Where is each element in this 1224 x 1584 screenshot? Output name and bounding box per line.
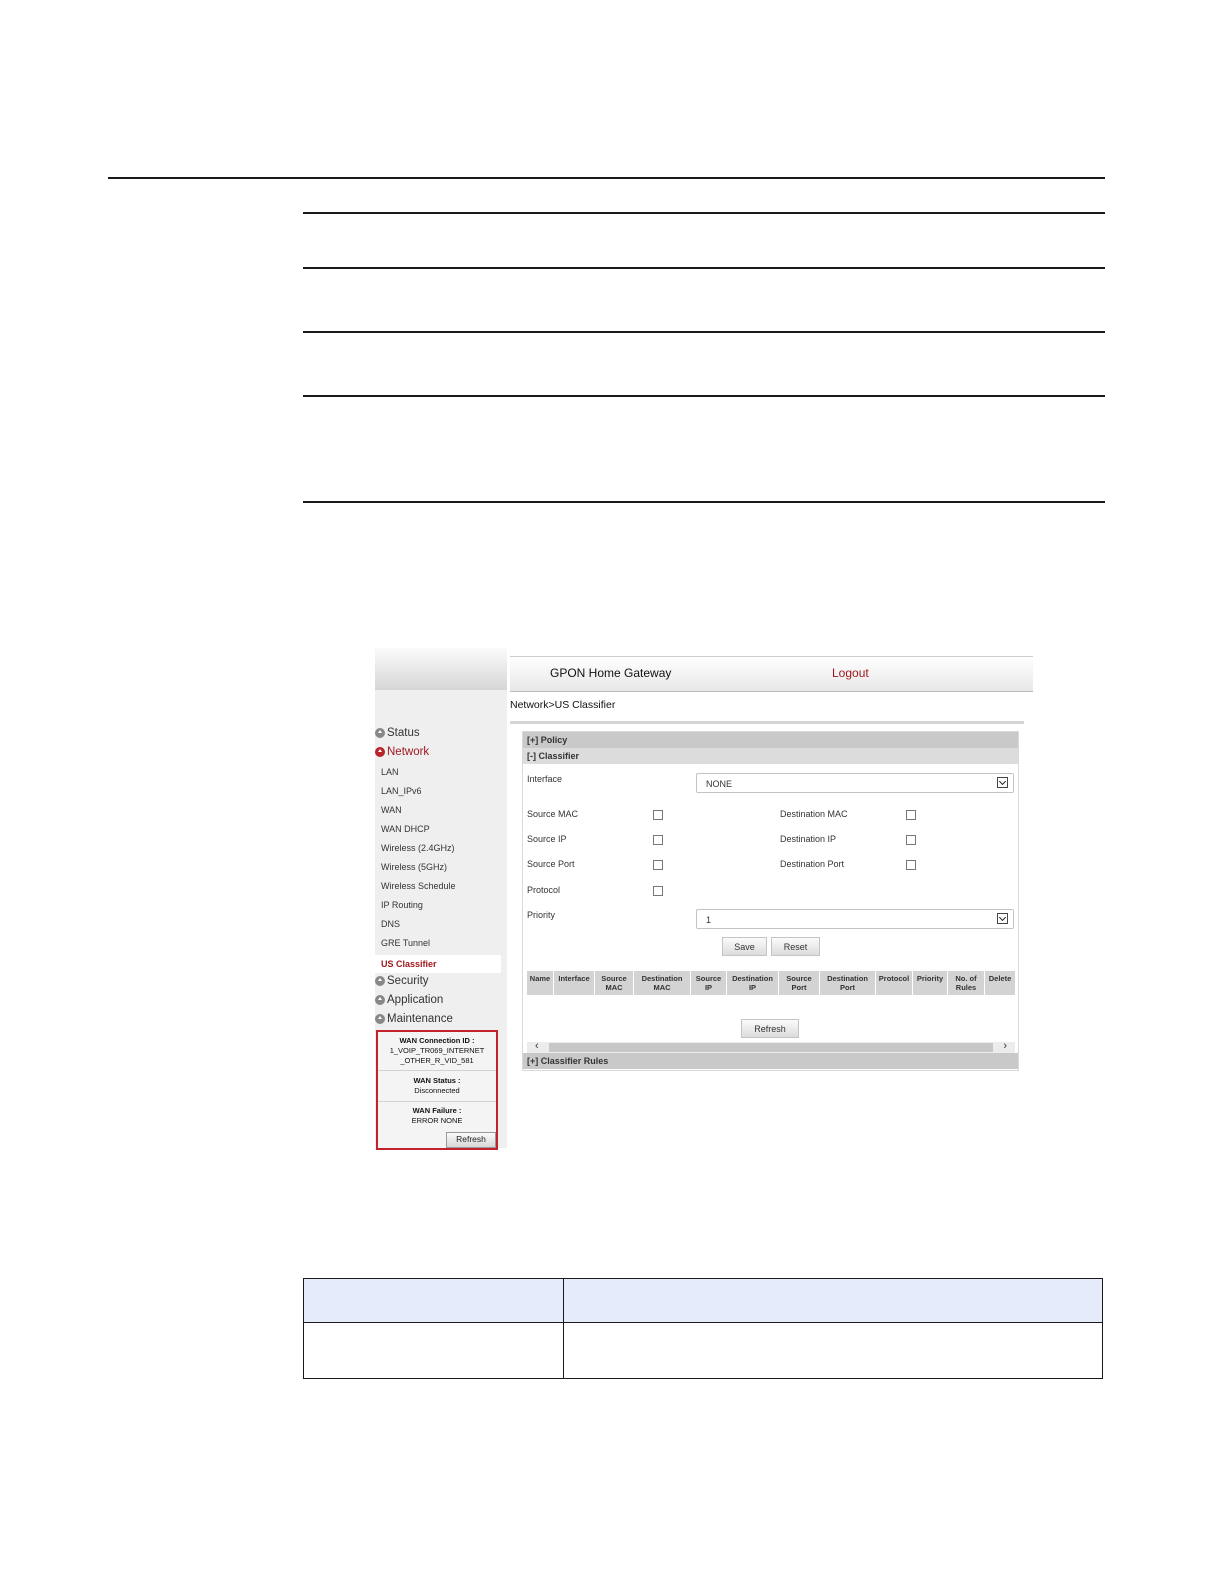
rules-table-header (527, 971, 1015, 995)
scroll-right-icon[interactable]: › (1003, 1040, 1007, 1052)
col-dest-ip: Destination IP (727, 971, 779, 995)
table-rule-4 (303, 395, 1105, 397)
table-border (1102, 1278, 1103, 1379)
horizontal-scrollbar[interactable] (527, 1042, 1015, 1053)
classifier-section-toggle[interactable]: [-] Classifier (523, 748, 1018, 764)
nav-network[interactable]: Network (375, 743, 429, 761)
dest-ip-checkbox[interactable] (906, 835, 916, 845)
nav-item-wireless-5[interactable]: Wireless (5GHz) (381, 862, 448, 872)
refresh-button[interactable]: Refresh (741, 1019, 799, 1038)
wan-failure-value: ERROR NONE (411, 1116, 463, 1125)
policy-section-toggle[interactable]: [+] Policy (523, 732, 1018, 748)
col-rules: No. of Rules (948, 971, 985, 995)
source-ip-checkbox[interactable] (653, 835, 663, 845)
wan-failure-label: WAN Failure : (412, 1106, 462, 1115)
nav-application[interactable]: Application (375, 991, 443, 1009)
nav-item-wireless-24[interactable]: Wireless (2.4GHz) (381, 843, 455, 853)
source-mac-label: Source MAC (527, 809, 579, 819)
classifier-rules-toggle[interactable]: [+] Classifier Rules (523, 1053, 1018, 1069)
scrollbar-thumb[interactable] (549, 1043, 993, 1052)
source-port-checkbox[interactable] (653, 860, 663, 870)
reset-button[interactable]: Reset (771, 937, 820, 956)
col-delete: Delete (988, 974, 1012, 983)
table-rule-5 (303, 501, 1105, 503)
nav-item-wireless-schedule[interactable]: Wireless Schedule (381, 881, 456, 891)
breadcrumb-divider (510, 721, 1024, 724)
col-interface: Interface (554, 971, 595, 995)
nav-item-lan-ipv6[interactable]: LAN_IPv6 (381, 786, 422, 796)
expand-icon (375, 728, 385, 738)
dest-ip-label: Destination IP (780, 834, 837, 844)
wan-status-value: Disconnected (414, 1086, 460, 1095)
chevron-down-icon (997, 913, 1008, 924)
collapse-icon (375, 747, 385, 757)
table-rule-2 (303, 267, 1105, 269)
priority-select[interactable] (696, 909, 1014, 929)
divider (378, 1070, 496, 1071)
col-source-port: Source Port (779, 971, 820, 995)
nav-maintenance[interactable]: Maintenance (375, 1010, 453, 1028)
source-port-label: Source Port (527, 859, 575, 869)
interface-select[interactable] (696, 773, 1014, 793)
dest-mac-checkbox[interactable] (906, 810, 916, 820)
protocol-label: Protocol (527, 885, 561, 895)
wan-connection-label: WAN Connection ID : (399, 1036, 475, 1045)
col-source-ip: Source IP (691, 971, 727, 995)
col-dest-mac: Destination MAC (634, 971, 691, 995)
app-title: GPON Home Gateway (550, 666, 672, 680)
table-border (303, 1322, 1103, 1323)
sidebar-header (375, 648, 507, 690)
interface-label: Interface (527, 774, 563, 784)
nav-item-dns[interactable]: DNS (381, 919, 401, 929)
col-protocol: Protocol (876, 971, 913, 995)
expand-icon (375, 976, 385, 986)
parameter-table-header (303, 1278, 1103, 1322)
wan-connection-value-2: _OTHER_R_VID_581 (400, 1056, 474, 1065)
table-rule-3 (303, 331, 1105, 333)
top-bar (510, 656, 1033, 692)
nav-item-gre-tunnel[interactable]: GRE Tunnel (381, 938, 431, 948)
classifier-panel (522, 731, 1019, 1071)
nav-item-ip-routing[interactable]: IP Routing (381, 900, 423, 910)
chevron-down-icon (997, 777, 1008, 788)
protocol-checkbox[interactable] (653, 886, 663, 896)
wan-refresh-button[interactable]: Refresh (446, 1132, 496, 1148)
table-border (303, 1278, 304, 1379)
scroll-left-icon[interactable]: ‹ (535, 1040, 539, 1052)
nav-item-wan[interactable]: WAN (381, 805, 402, 815)
table-rule-1 (303, 212, 1105, 214)
interface-value: NONE (706, 779, 733, 789)
source-mac-checkbox[interactable] (653, 810, 663, 820)
nav-status[interactable]: Status (375, 724, 420, 742)
logout-link[interactable]: Logout (832, 666, 869, 680)
expand-icon (375, 995, 385, 1005)
dest-port-label: Destination Port (780, 859, 845, 869)
wan-status-label: WAN Status : (413, 1076, 461, 1085)
table-border (303, 1378, 1103, 1379)
table-border (563, 1278, 564, 1379)
wan-connection-value-1: 1_VOIP_TR069_INTERNET (389, 1046, 485, 1055)
nav-item-lan[interactable]: LAN (381, 767, 399, 777)
priority-label: Priority (527, 910, 556, 920)
col-source-mac: Source MAC (595, 971, 634, 995)
expand-icon (375, 1014, 385, 1024)
divider (378, 1101, 496, 1102)
table-border (303, 1278, 1103, 1279)
nav-security[interactable]: Security (375, 972, 429, 990)
priority-value: 1 (706, 915, 712, 925)
col-dest-port: Destination Port (820, 971, 876, 995)
breadcrumb: Network>US Classifier (510, 699, 616, 711)
nav-item-us-classifier[interactable]: US Classifier (375, 955, 501, 973)
col-name: Name (527, 971, 554, 995)
wan-status-box (376, 1030, 498, 1150)
source-ip-label: Source IP (527, 834, 567, 844)
nav-item-wan-dhcp[interactable]: WAN DHCP (381, 824, 430, 834)
dest-mac-label: Destination MAC (780, 809, 848, 819)
parameter-table (303, 1278, 1103, 1379)
screenshot-figure (375, 648, 1033, 1148)
save-button[interactable]: Save (722, 937, 767, 956)
col-priority: Priority (913, 971, 948, 995)
dest-port-checkbox[interactable] (906, 860, 916, 870)
header-rule (108, 177, 1105, 179)
